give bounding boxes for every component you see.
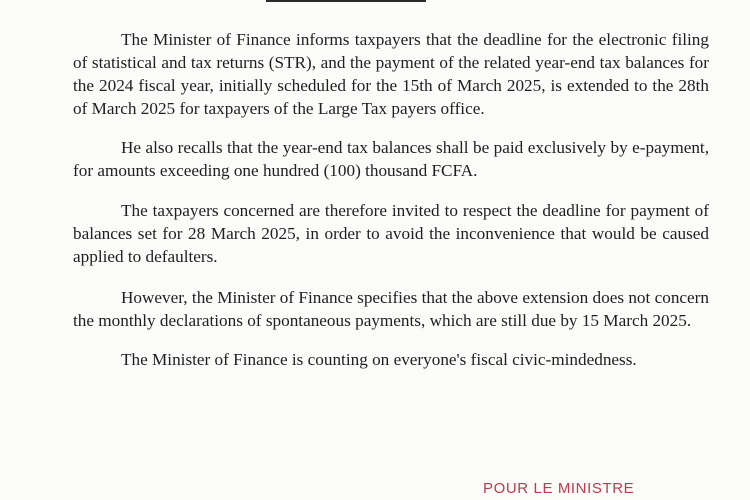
paragraph-monthly-declarations: However, the Minister of Finance specifies that the above extension does not concern the monthly declarations of spontaneous payments, which are still due by 15 March 2025.: [73, 288, 709, 330]
paragraph-respect-deadline: The taxpayers concerned are therefore invited to respect the deadline for payment of balances set for 28 March 2025, in order to avoid the inconvenience that would be caused applied to defaulters.: [73, 201, 709, 266]
communique-body: [73, 28, 709, 371]
paragraph-deadline-extension: The Minister of Finance informs taxpayers that the deadline for the electronic filing of statistical and tax returns (STR), and the payment of the related year-end tax balances for the 2024 fiscal year, initially scheduled for the 15th of March 2025, is extended to the 28th of March 2025 for taxpayers of the Large Tax payers office.: [73, 30, 709, 118]
paragraph-e-payment: He also recalls that the year-end tax balances shall be paid exclusively by e-payment, for amounts exceeding one hundred (100) thousand FCFA.: [73, 138, 709, 180]
ministry-stamp: POUR LE MINISTRE: [483, 480, 635, 497]
top-divider: [266, 0, 426, 2]
paragraph-civic-mindedness: The Minister of Finance is counting on everyone's fiscal civic-mindedness.: [121, 350, 637, 369]
